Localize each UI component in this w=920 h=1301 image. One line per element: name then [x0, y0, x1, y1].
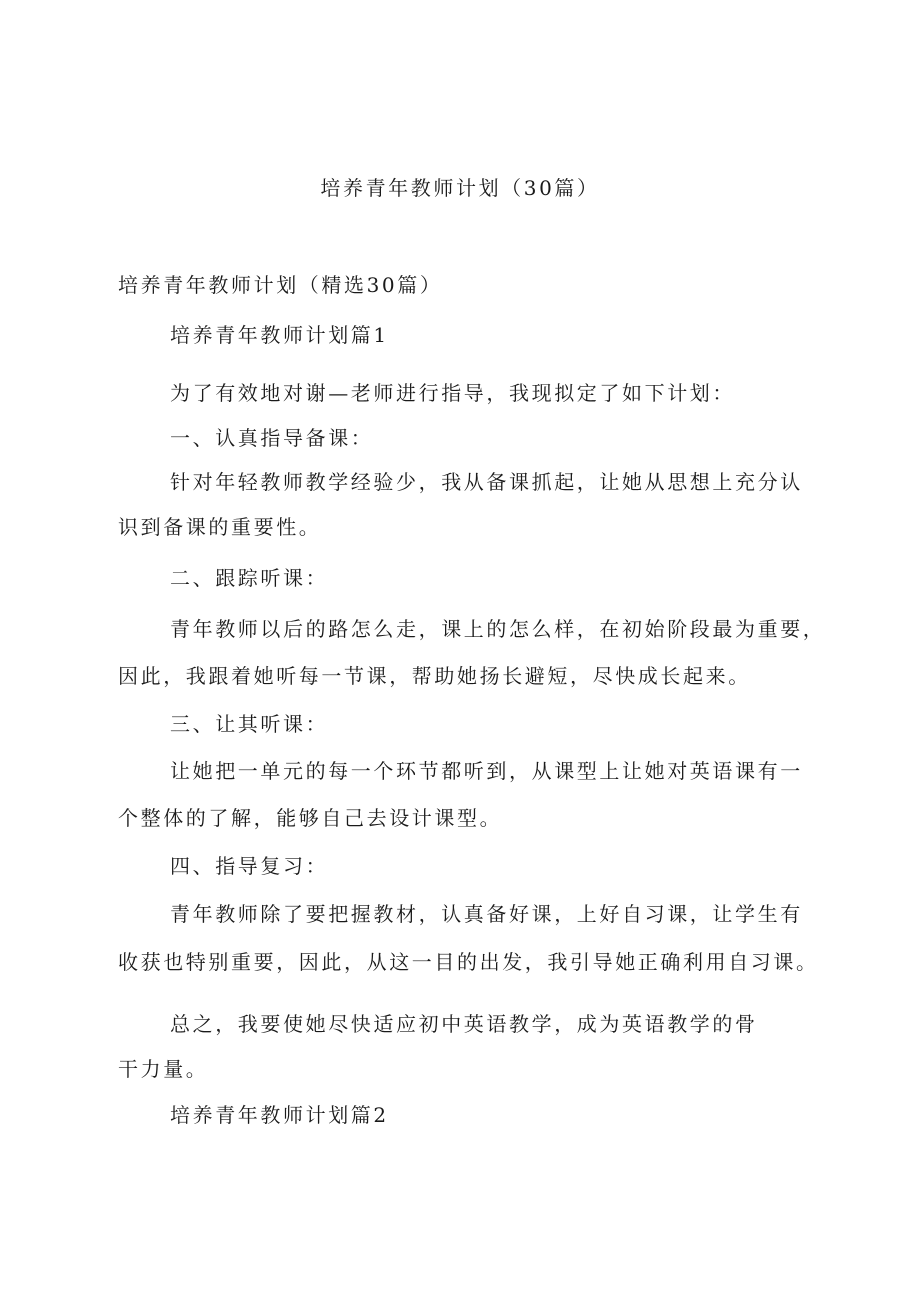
item-heading-2: 二、跟踪听课：	[170, 566, 329, 590]
paragraph-1-line-1: 针对年轻教师教学经验少，我从备课抓起，让她从思想上充分认	[170, 470, 803, 494]
item-heading-4: 四、指导复习：	[170, 854, 329, 878]
paragraph-1-line-2: 识到备课的重要性。	[118, 515, 322, 539]
paragraph-2-line-2: 因此，我跟着她听每一节课，帮助她扬长避短，尽快成长起来。	[118, 664, 751, 688]
paragraph-2-line-1: 青年教师以后的路怎么走，课上的怎么样，在初始阶段最为重要，	[170, 617, 826, 641]
section-heading-2: 培养青年教师计划篇2	[170, 1103, 389, 1127]
paragraph-4-line-1: 青年教师除了要把握教材，认真备好课，上好自习课，让学生有	[170, 902, 803, 926]
paragraph-3-line-1: 让她把一单元的每一个环节都听到，从课型上让她对英语课有一	[170, 759, 803, 783]
section-heading-1: 培养青年教师计划篇1	[170, 323, 389, 347]
document-title: 培养青年教师计划（30篇）	[320, 176, 600, 200]
paragraph-conclusion-line-1: 总之，我要使她尽快适应初中英语教学，成为英语教学的骨	[170, 1012, 758, 1036]
item-heading-1: 一、认真指导备课：	[170, 426, 374, 450]
document-subtitle: 培养青年教师计划（精选30篇）	[118, 273, 443, 297]
paragraph-intro: 为了有效地对谢—老师进行指导，我现拟定了如下计划：	[170, 381, 735, 405]
paragraph-4-line-2: 收获也特别重要，因此，从这一目的出发，我引导她正确利用自习课。	[118, 950, 819, 974]
paragraph-conclusion-line-2: 干力量。	[118, 1057, 209, 1081]
paragraph-3-line-2: 个整体的了解，能够自己去设计课型。	[118, 806, 503, 830]
item-heading-3: 三、让其听课：	[170, 712, 329, 736]
